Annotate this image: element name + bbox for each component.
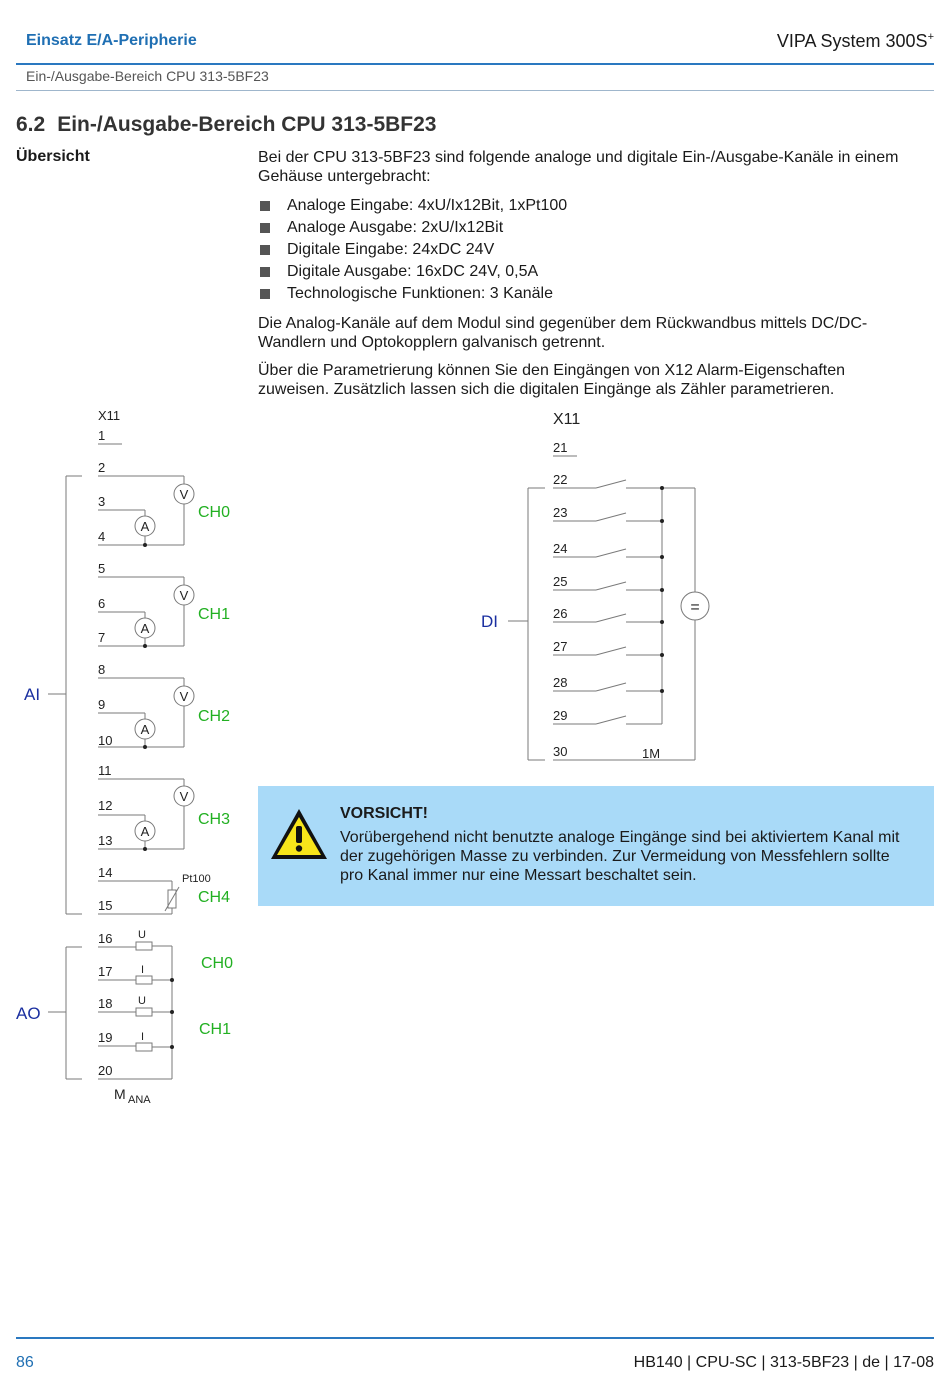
voltmeter-label: V xyxy=(179,588,189,603)
footer-rule xyxy=(16,1337,934,1339)
ammeter-label: A xyxy=(140,722,150,737)
ao-current-label: I xyxy=(141,964,145,976)
ao-voltage-label: U xyxy=(138,929,146,941)
product-superscript: + xyxy=(927,31,934,43)
channel-label: CH4 xyxy=(198,889,231,906)
pin-label: 10 xyxy=(98,733,113,748)
voltmeter-label: V xyxy=(179,689,189,704)
channel-label: CH3 xyxy=(198,811,231,828)
ammeter-label: A xyxy=(140,621,150,636)
group-label-di: DI xyxy=(481,612,498,631)
digital-input-diagram xyxy=(470,400,730,770)
document-id: HB140 | CPU-SC | 313-5BF23 | de | 17-08 xyxy=(633,1354,934,1371)
channel-label: CH1 xyxy=(198,606,231,623)
list-item: Digitale Eingabe: 24xDC 24V xyxy=(258,239,918,261)
pin-label: 13 xyxy=(98,833,113,848)
pin-label: 5 xyxy=(98,561,106,576)
pin-label: 12 xyxy=(98,798,113,813)
group-label-ai: AI xyxy=(24,685,41,704)
header-subrule xyxy=(16,90,934,91)
pin-label: 22 xyxy=(553,472,568,487)
list-item: Digitale Ausgabe: 16xDC 24V, 0,5A xyxy=(258,261,918,283)
pin-label: 16 xyxy=(98,931,113,946)
caution-title: VORSICHT! xyxy=(340,805,428,822)
connector-label: X11 xyxy=(98,408,121,423)
pin-label: 27 xyxy=(553,639,568,654)
header-section-title: Einsatz E/A-Peripherie xyxy=(26,32,197,49)
pin-label: 14 xyxy=(98,865,113,880)
list-item: Analoge Eingabe: 4xU/Ix12Bit, 1xPt100 xyxy=(258,195,918,217)
page-title xyxy=(16,113,437,137)
section-number: 6.2 xyxy=(16,113,46,136)
intro-paragraph: Bei der CPU 313-5BF23 sind folgende analoge und digitale Ein-/Ausgabe-Kanäle in einem Gehäuse untergebracht: xyxy=(258,149,899,185)
ao-voltage-label: U xyxy=(138,995,146,1007)
warning-icon xyxy=(268,806,330,862)
pin-label: 20 xyxy=(98,1063,113,1078)
supply-symbol: = xyxy=(690,599,700,616)
pin-label: 6 xyxy=(98,596,106,611)
pin-label: 26 xyxy=(553,606,568,621)
ammeter-label: A xyxy=(140,519,150,534)
ao-current-label: I xyxy=(141,1031,145,1043)
connector-label: X11 xyxy=(553,411,581,428)
channel-label: CH1 xyxy=(199,1021,232,1038)
pin-label: 30 xyxy=(553,744,568,759)
ground-label: M xyxy=(114,1086,126,1102)
page-number: 86 xyxy=(16,1354,34,1371)
parameter-paragraph: Über die Parametrierung können Sie den Eingängen von X12 Alarm-Eigenschaften zuweisen. Zusätzlich lassen sich die digitalen Eingänge als Zähler parametrieren. xyxy=(258,362,846,398)
pin-label: 24 xyxy=(553,541,568,556)
sidebar-label: Übersicht xyxy=(16,148,90,165)
pin-label: 11 xyxy=(98,763,112,778)
channel-label: CH0 xyxy=(201,955,234,972)
pin-label: 8 xyxy=(98,662,106,677)
product-name: VIPA System 300S xyxy=(776,31,928,51)
voltmeter-label: V xyxy=(179,789,189,804)
caution-box xyxy=(258,786,934,906)
pin-label: 21 xyxy=(553,440,568,455)
pt100-label: Pt100 xyxy=(182,873,211,885)
pin-label: 7 xyxy=(98,630,106,645)
caution-text: Vorübergehend nicht benutzte analoge Eingänge sind bei aktiviertem Kanal mit der zugehörigen Masse zu verbinden. Zur Vermeidung von Messfehlern sollte pro Kanal immer nur eine Messart beschaltet sein. xyxy=(340,829,900,884)
pin-label: 2 xyxy=(98,460,106,475)
ground-sub-label: ANA xyxy=(128,1094,151,1106)
ground-label: 1M xyxy=(642,746,661,761)
section-title: Ein-/Ausgabe-Bereich CPU 313-5BF23 xyxy=(57,113,437,136)
pin-label: 17 xyxy=(98,964,113,979)
channel-label: CH2 xyxy=(198,708,231,725)
pin-label: 28 xyxy=(553,675,568,690)
pin-label: 3 xyxy=(98,494,106,509)
group-label-ao: AO xyxy=(16,1004,41,1023)
header-product-name xyxy=(777,31,934,52)
pin-label: 23 xyxy=(553,505,568,520)
pin-label: 25 xyxy=(553,574,568,589)
feature-list xyxy=(258,195,918,305)
header-subsection: Ein-/Ausgabe-Bereich CPU 313-5BF23 xyxy=(26,68,269,84)
header-rule xyxy=(16,63,934,65)
pin-label: 1 xyxy=(98,428,106,443)
analog-io-diagram xyxy=(0,400,260,1120)
pin-label: 4 xyxy=(98,529,106,544)
voltmeter-label: V xyxy=(179,487,189,502)
channel-label: CH0 xyxy=(198,504,231,521)
pin-label: 29 xyxy=(553,708,568,723)
pin-label: 19 xyxy=(98,1030,113,1045)
isolation-paragraph: Die Analog-Kanäle auf dem Modul sind gegenüber dem Rückwandbus mittels DC/DC-Wandlern und Optokopplern galvanisch getrennt. xyxy=(258,315,868,351)
list-item: Technologische Funktionen: 3 Kanäle xyxy=(258,283,918,305)
ammeter-label: A xyxy=(140,824,150,839)
pin-label: 18 xyxy=(98,996,113,1011)
pin-label: 9 xyxy=(98,697,106,712)
pin-label: 15 xyxy=(98,898,113,913)
list-item: Analoge Ausgabe: 2xU/Ix12Bit xyxy=(258,217,918,239)
